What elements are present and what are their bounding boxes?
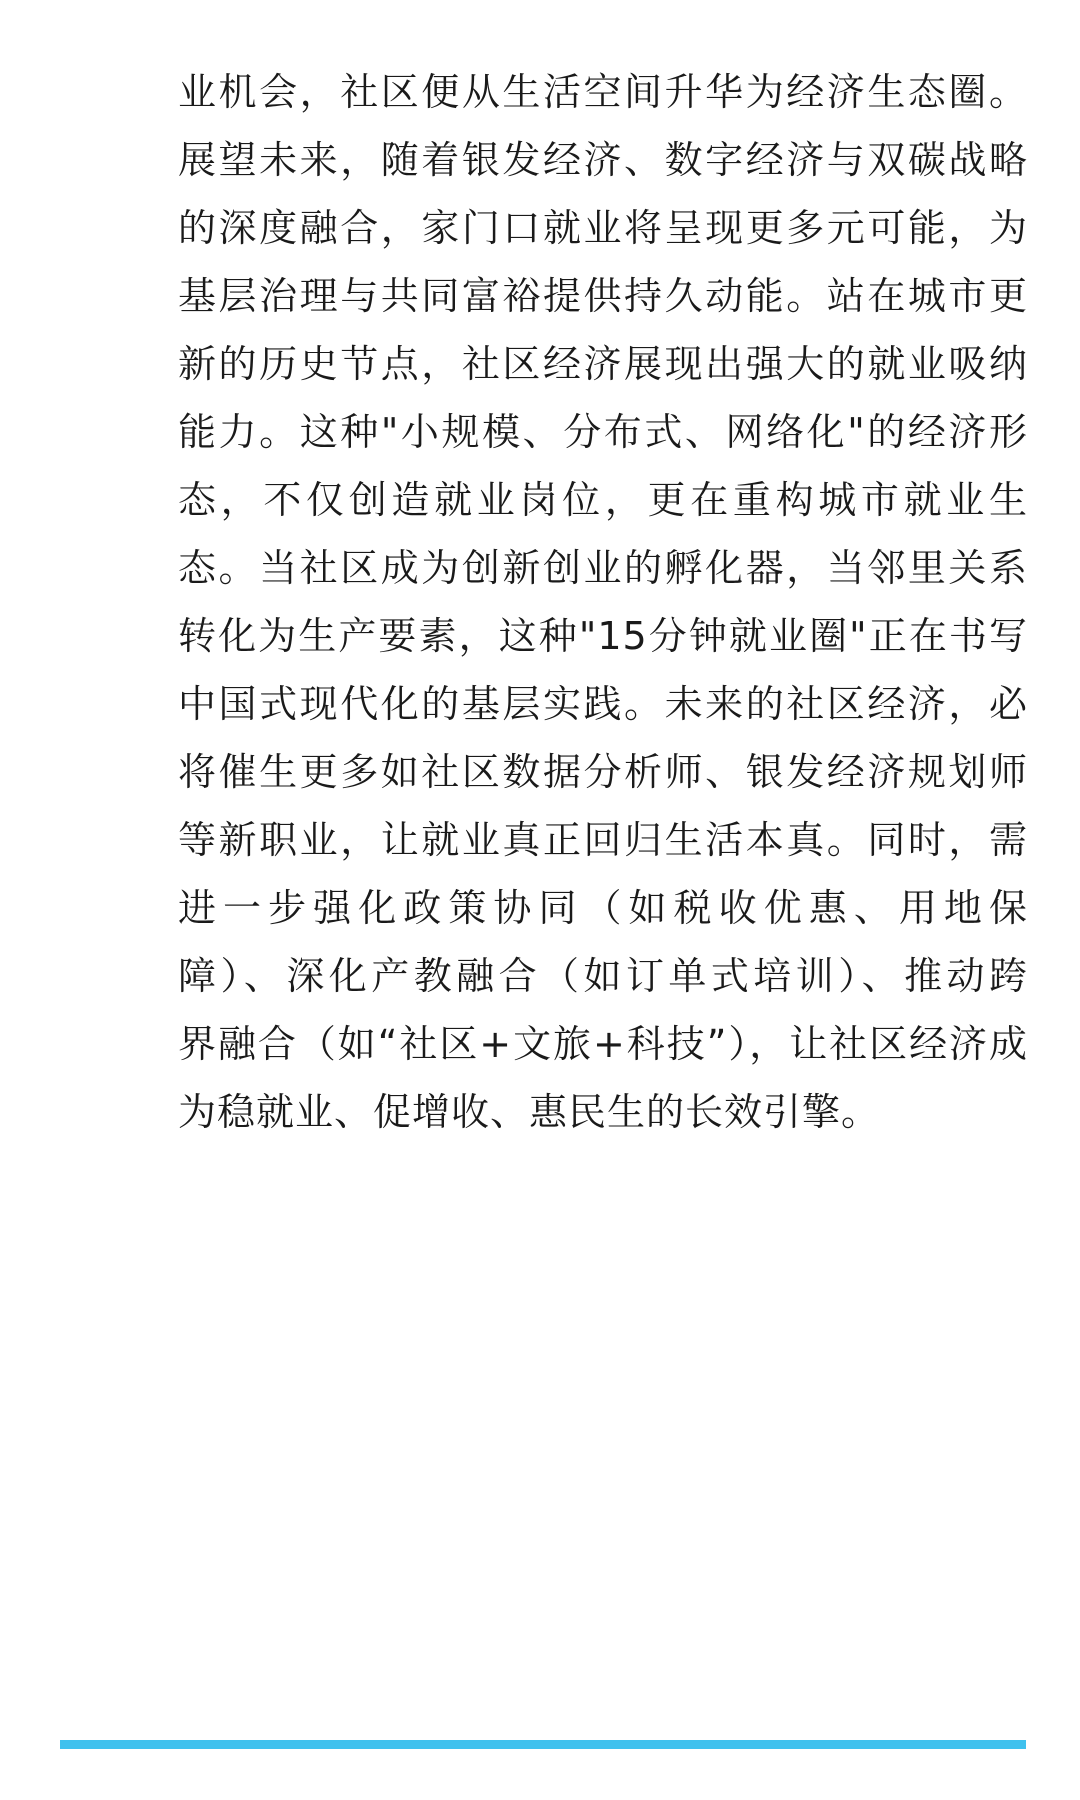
paragraph-line: 展望未来，随着银发经济、数字经济与双碳战略 xyxy=(178,138,1028,182)
paragraph-line: 中国式现代化的基层实践。未来的社区经济，必 xyxy=(178,682,1028,726)
paragraph-line: 的深度融合，家门口就业将呈现更多元可能，为 xyxy=(178,206,1028,250)
paragraph-line-last: 为稳就业、促增收、惠民生的长效引擎。 xyxy=(178,1090,881,1134)
paragraph-line: 障）、深化产教融合（如订单式培训）、推动跨 xyxy=(178,954,1028,998)
paragraph-line: 能力。这种"小规模、分布式、网络化"的经济形 xyxy=(178,410,1028,454)
paragraph-line: 基层治理与共同富裕提供持久动能。站在城市更 xyxy=(178,274,1028,318)
article-body xyxy=(178,58,1028,1146)
paragraph-line: 业机会，社区便从生活空间升华为经济生态圈。 xyxy=(178,70,1028,114)
paragraph-line: 新的历史节点，社区经济展现出强大的就业吸纳 xyxy=(178,342,1028,386)
paragraph-line: 等新职业，让就业真正回归生活本真。同时，需 xyxy=(178,818,1028,862)
paragraph-line: 态，不仅创造就业岗位，更在重构城市就业生 xyxy=(178,478,1028,522)
paragraph-line: 将催生更多如社区数据分析师、银发经济规划师 xyxy=(178,750,1028,794)
paragraph-line: 转化为生产要素，这种"15分钟就业圈"正在书写 xyxy=(178,614,1028,658)
paragraph-line: 进一步强化政策协同（如税收优惠、用地保 xyxy=(178,886,1028,930)
footer-divider xyxy=(60,1740,1026,1749)
paragraph-line: 态。当社区成为创新创业的孵化器，当邻里关系 xyxy=(178,546,1028,590)
paragraph-line: 界融合（如“社区+文旅+科技”），让社区经济成 xyxy=(178,1022,1028,1066)
